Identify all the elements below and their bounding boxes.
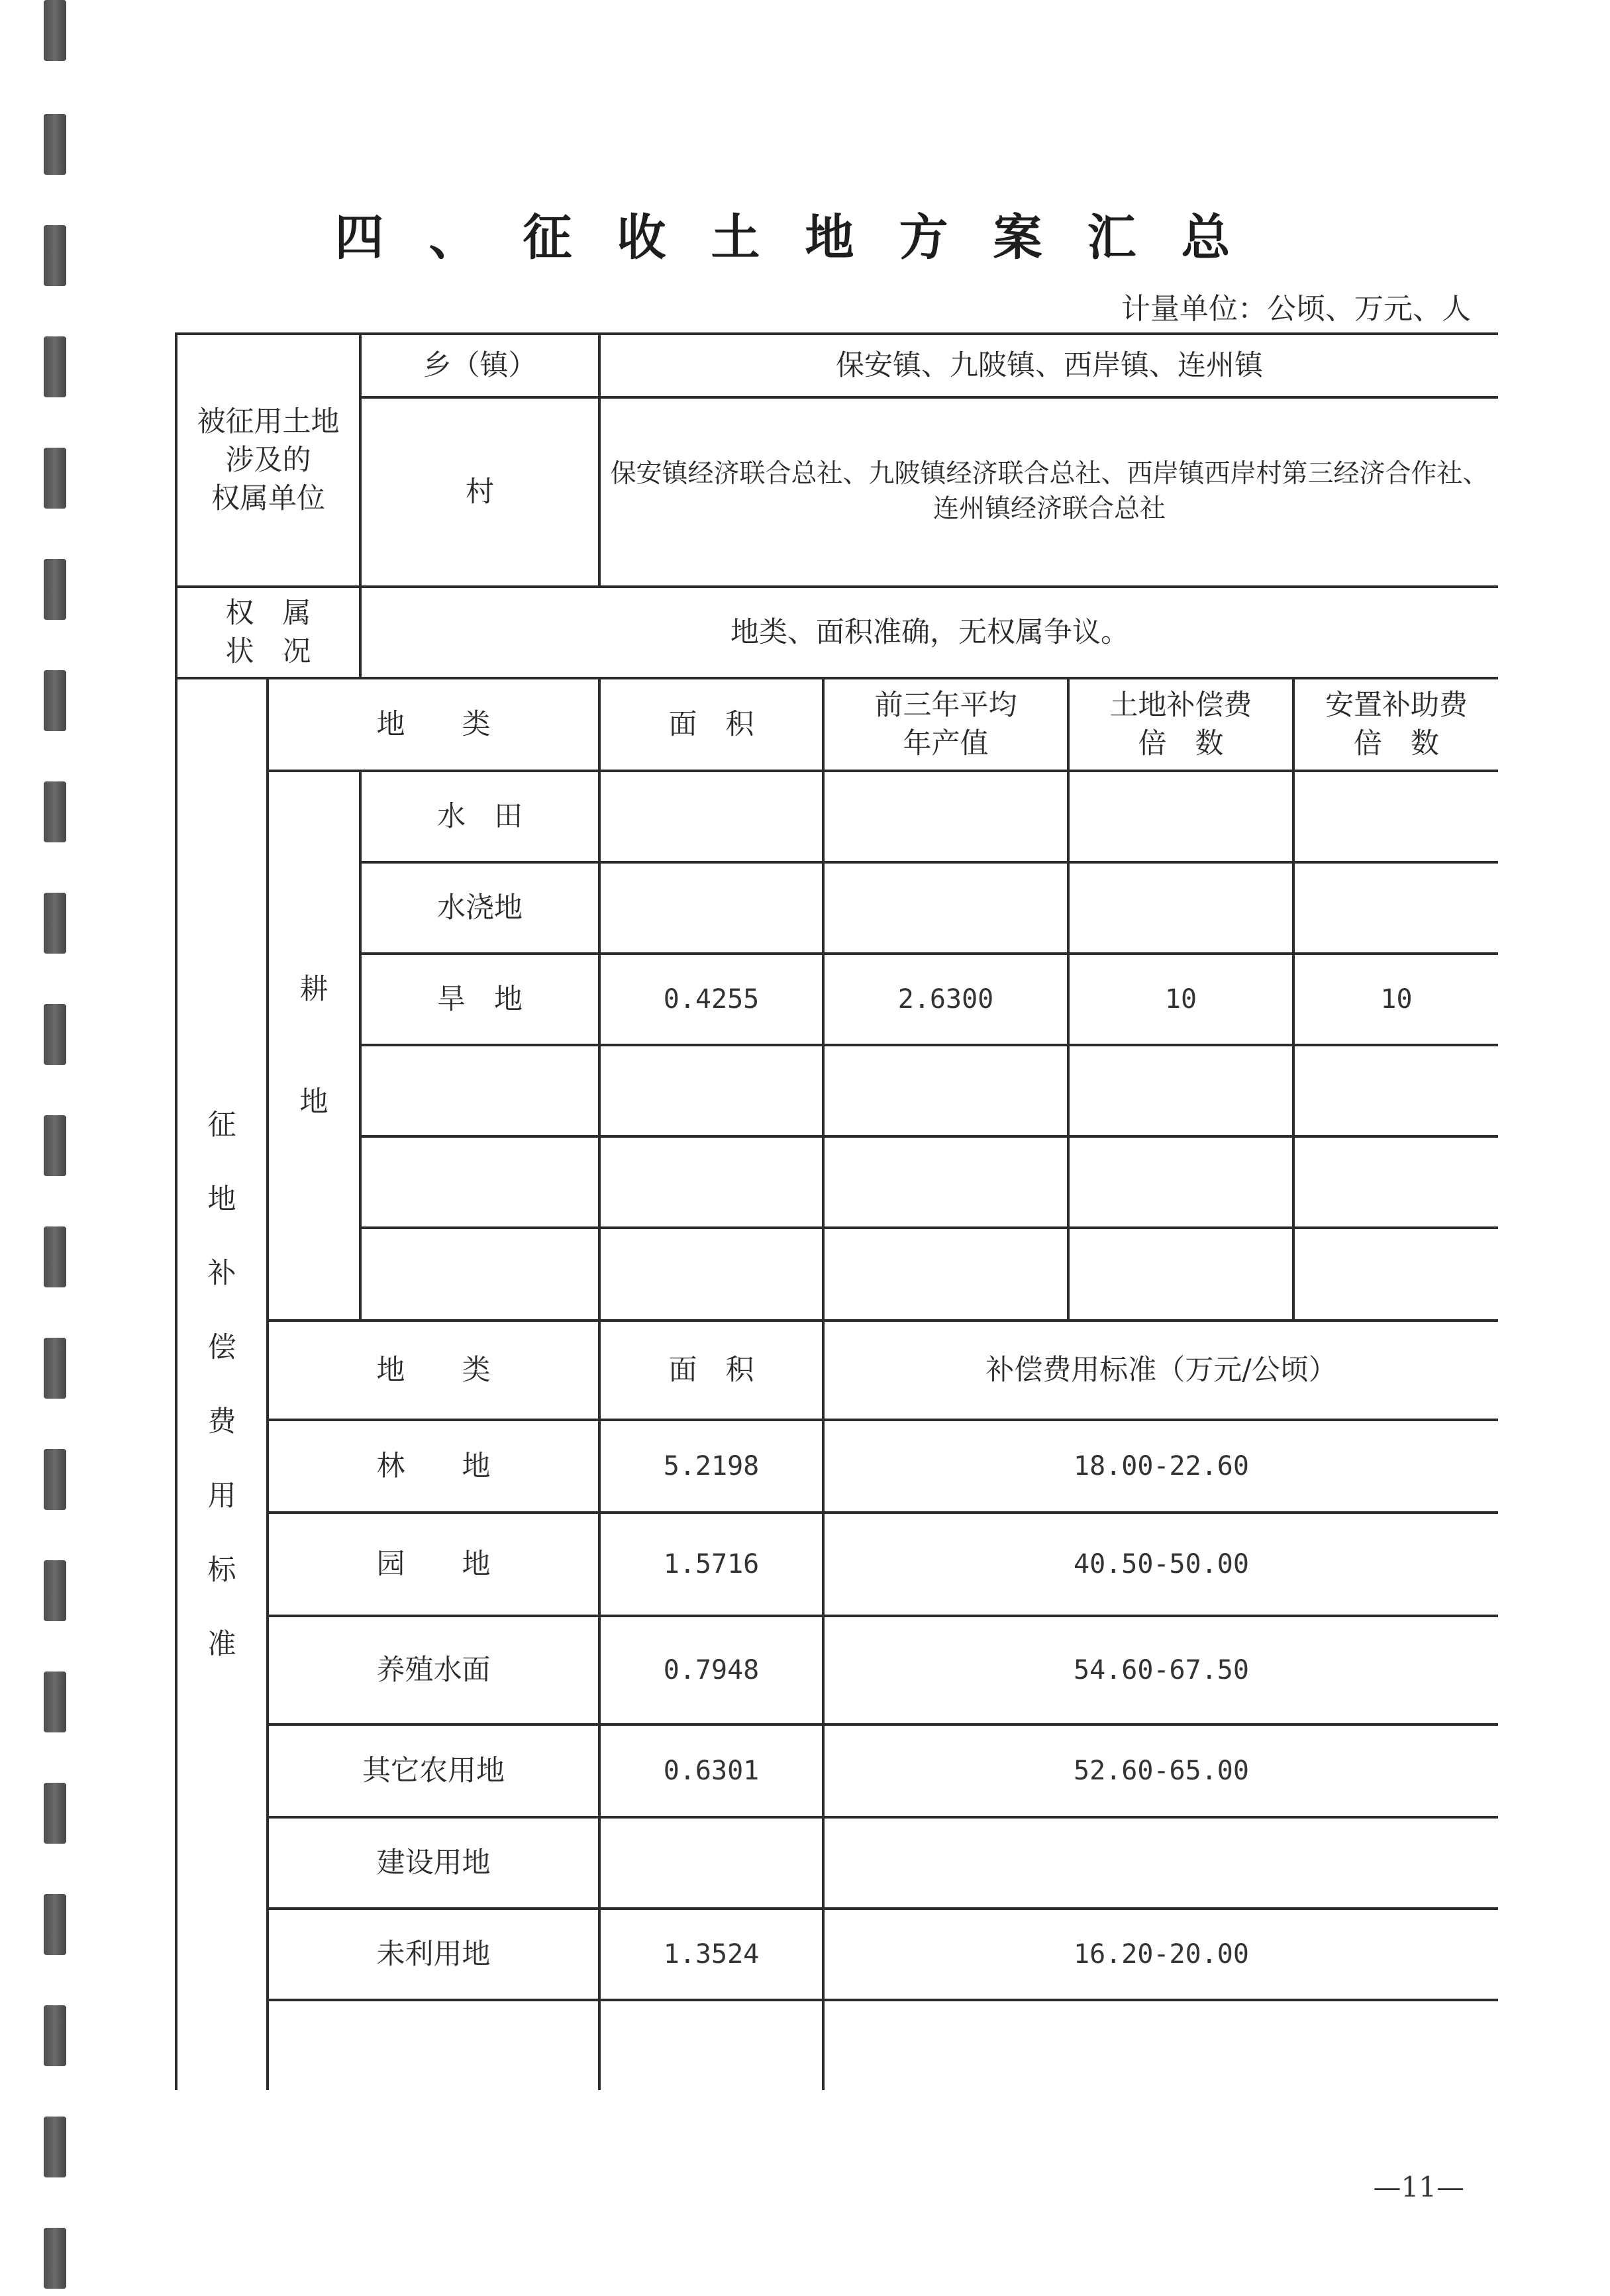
- cell-land-type: 旱 地: [360, 954, 599, 1045]
- township-label: 乡（镇）: [360, 334, 599, 397]
- cell-avg-output: [823, 1228, 1068, 1321]
- table-row: [176, 1724, 1498, 1817]
- binding-hole: [44, 670, 66, 731]
- cell-area: [599, 2000, 823, 2090]
- page-number: —11—: [1373, 2171, 1464, 2203]
- cell-area: [599, 1228, 823, 1321]
- cell-avg-output: [823, 862, 1068, 954]
- binding-hole: [44, 1338, 66, 1399]
- header-land-type: 地 类: [268, 678, 599, 771]
- land-acquisition-summary-table: [175, 332, 1498, 2090]
- cell-standard: [823, 1817, 1498, 1909]
- table-row: [176, 1513, 1498, 1616]
- table-row: [176, 678, 1498, 771]
- cell-standard: 54.60-67.50: [823, 1616, 1498, 1724]
- table-row: [176, 1045, 1498, 1136]
- binding-hole: [44, 1226, 66, 1287]
- cell-land-compensation: [1068, 1228, 1293, 1321]
- binding-strip: [44, 0, 68, 2296]
- cell-land-compensation: [1068, 771, 1293, 862]
- cell-land-compensation: [1068, 862, 1293, 954]
- cell-avg-output: [823, 1045, 1068, 1136]
- table-row: [176, 2000, 1498, 2090]
- binding-hole: [44, 781, 66, 842]
- cell-land-type: [360, 1228, 599, 1321]
- table-row: [176, 1909, 1498, 2000]
- township-value: 保安镇、九陂镇、西岸镇、连州镇: [599, 334, 1498, 397]
- header-area: 面 积: [599, 678, 823, 771]
- measurement-unit: 计量单位：公顷、万元、人: [1121, 292, 1471, 326]
- ownership-status-label: 权 属 状 况: [176, 587, 360, 678]
- cell-land-type: 园 地: [268, 1513, 599, 1616]
- cell-resettlement: [1293, 1136, 1498, 1228]
- binding-hole: [44, 1115, 66, 1176]
- cell-area: 0.7948: [599, 1616, 823, 1724]
- table-row: [176, 954, 1498, 1045]
- header-resettlement: 安置补助费 倍 数: [1293, 678, 1498, 771]
- cell-land-type: [360, 1136, 599, 1228]
- cell-area: 0.4255: [599, 954, 823, 1045]
- binding-hole: [44, 2005, 66, 2066]
- binding-hole: [44, 448, 66, 509]
- binding-hole: [44, 1783, 66, 1844]
- cell-standard: 40.50-50.00: [823, 1513, 1498, 1616]
- cell-resettlement: [1293, 1228, 1498, 1321]
- cell-land-type: [360, 1045, 599, 1136]
- cell-standard: 18.00-22.60: [823, 1420, 1498, 1513]
- binding-hole: [44, 114, 66, 175]
- table-row: [176, 1136, 1498, 1228]
- cell-avg-output: 2.6300: [823, 954, 1068, 1045]
- table-row: [176, 334, 1498, 397]
- cell-avg-output: [823, 1136, 1068, 1228]
- cell-resettlement: [1293, 771, 1498, 862]
- cell-land-compensation: [1068, 1136, 1293, 1228]
- compensation-vertical-label: 征 地 补 偿 费 用 标 准: [176, 678, 268, 2090]
- binding-hole: [44, 893, 66, 954]
- table-row: [176, 397, 1498, 587]
- cell-land-compensation: [1068, 1045, 1293, 1136]
- binding-hole: [44, 1560, 66, 1621]
- binding-hole: [44, 559, 66, 620]
- binding-hole: [44, 2117, 66, 2177]
- table-row: [176, 1321, 1498, 1420]
- cell-standard: 16.20-20.00: [823, 1909, 1498, 2000]
- cell-area: [599, 1817, 823, 1909]
- cell-land-type: 建设用地: [268, 1817, 599, 1909]
- cell-avg-output: [823, 771, 1068, 862]
- table-row: [176, 771, 1498, 862]
- village-label: 村: [360, 397, 599, 587]
- cell-land-type: 水浇地: [360, 862, 599, 954]
- cell-standard: 52.60-65.00: [823, 1724, 1498, 1817]
- cell-standard: [823, 2000, 1498, 2090]
- header-area: 面 积: [599, 1321, 823, 1420]
- cell-area: [599, 771, 823, 862]
- table-row: [176, 862, 1498, 954]
- table-row: [176, 1817, 1498, 1909]
- village-value: 保安镇经济联合总社、九陂镇经济联合总社、西岸镇西岸村第三经济合作社、连州镇经济联合总社: [599, 397, 1498, 587]
- page-title: 四、征收土地方案汇总: [334, 209, 1276, 266]
- cell-area: [599, 862, 823, 954]
- cell-area: [599, 1136, 823, 1228]
- binding-hole: [44, 336, 66, 397]
- cell-land-type: 养殖水面: [268, 1616, 599, 1724]
- binding-hole: [44, 1449, 66, 1510]
- cell-land-compensation: 10: [1068, 954, 1293, 1045]
- cell-area: 5.2198: [599, 1420, 823, 1513]
- header-land-compensation: 土地补偿费 倍 数: [1068, 678, 1293, 771]
- cell-resettlement: 10: [1293, 954, 1498, 1045]
- cultivated-group-label: 耕 地: [268, 771, 360, 1321]
- cell-land-type: 未利用地: [268, 1909, 599, 2000]
- cell-area: 1.5716: [599, 1513, 823, 1616]
- cell-area: 1.3524: [599, 1909, 823, 2000]
- binding-hole: [44, 1894, 66, 1955]
- binding-hole: [44, 1004, 66, 1065]
- ownership-status-value: 地类、面积准确，无权属争议。: [360, 587, 1498, 678]
- cell-area: [599, 1045, 823, 1136]
- header-avg-output: 前三年平均 年产值: [823, 678, 1068, 771]
- table-row: [176, 1420, 1498, 1513]
- cell-resettlement: [1293, 1045, 1498, 1136]
- table-row: [176, 1228, 1498, 1321]
- table-row: [176, 587, 1498, 678]
- cell-area: 0.6301: [599, 1724, 823, 1817]
- cell-land-type: [268, 2000, 599, 2090]
- table-row: [176, 1616, 1498, 1724]
- owner-header: 被征用土地 涉及的 权属单位: [176, 334, 360, 587]
- header-standard: 补偿费用标准（万元/公顷）: [823, 1321, 1498, 1420]
- header-land-type: 地 类: [268, 1321, 599, 1420]
- cell-land-type: 林 地: [268, 1420, 599, 1513]
- cell-resettlement: [1293, 862, 1498, 954]
- binding-hole: [44, 0, 66, 61]
- binding-hole: [44, 1672, 66, 1732]
- cell-land-type: 水 田: [360, 771, 599, 862]
- cell-land-type: 其它农用地: [268, 1724, 599, 1817]
- binding-hole: [44, 2228, 66, 2289]
